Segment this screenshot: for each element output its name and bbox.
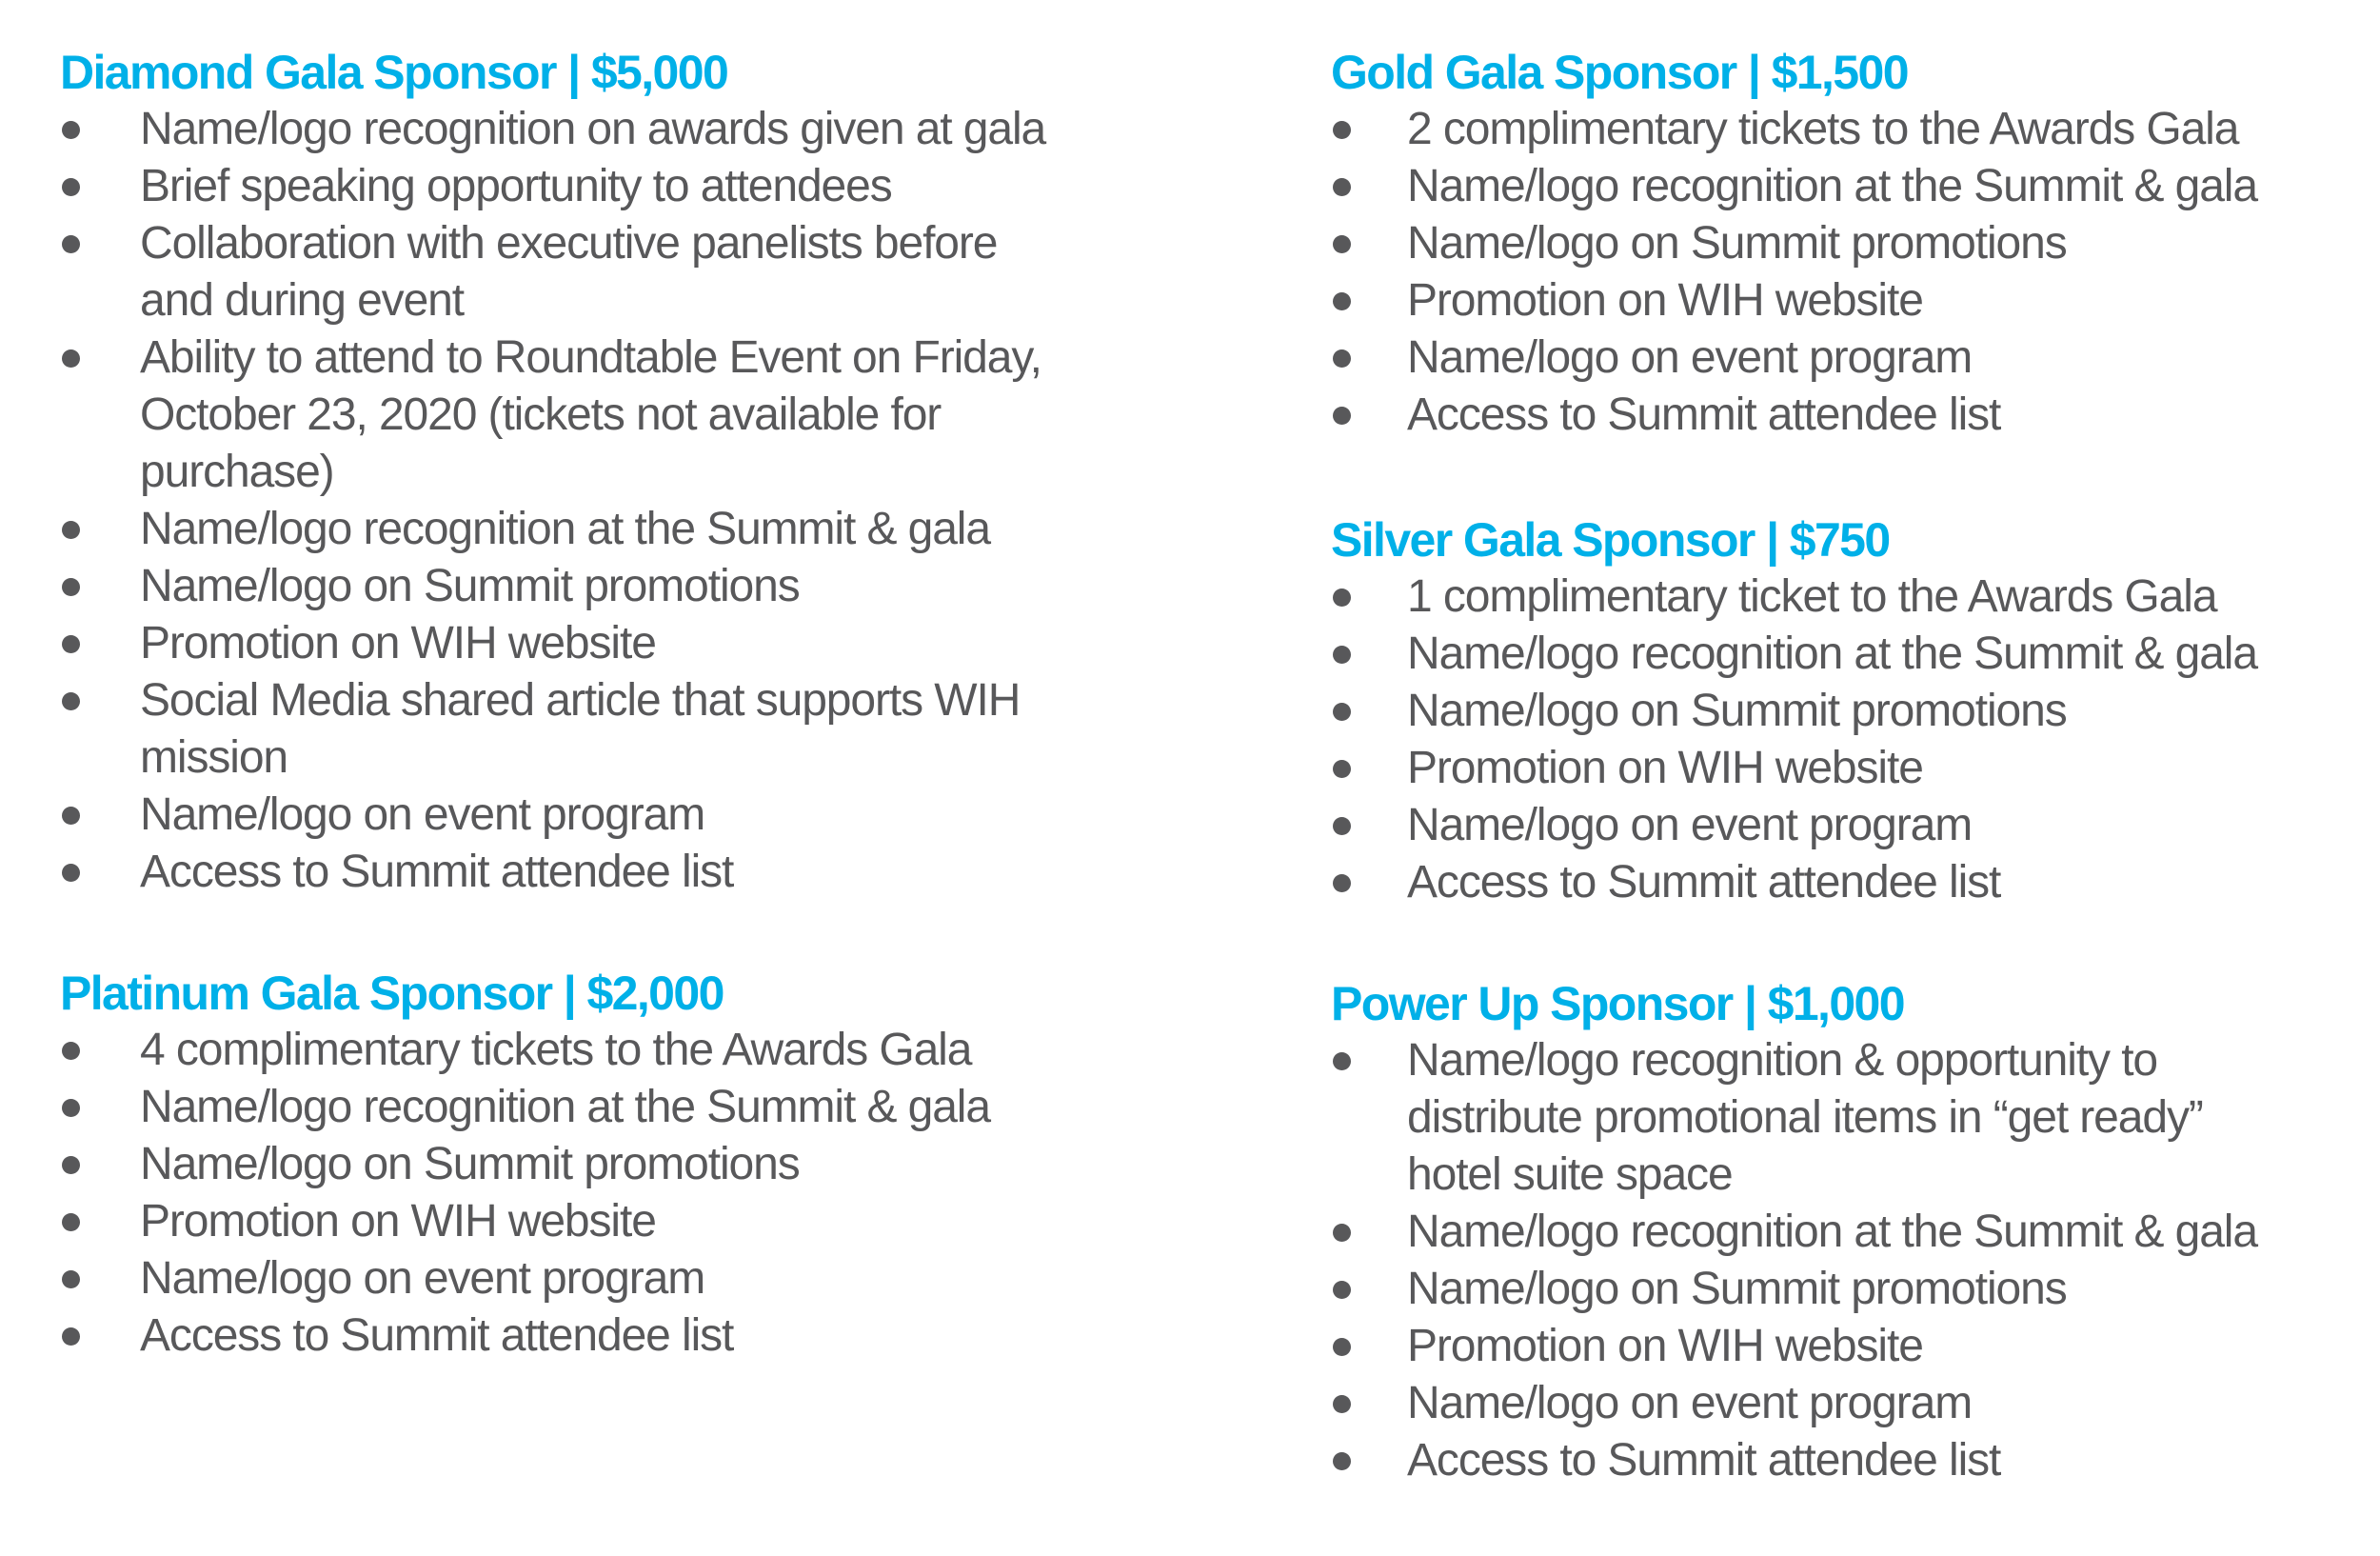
benefit-text: Name/logo recognition at the Summit & gala — [1407, 161, 2257, 211]
bullet-icon — [62, 1327, 80, 1346]
benefit-item — [1331, 1432, 2257, 1489]
benefit-text-continued: and during event — [140, 275, 465, 326]
bullet-icon — [62, 635, 80, 653]
benefit-text: Promotion on WIH website — [1407, 743, 1923, 793]
bullet-icon — [1333, 760, 1351, 778]
benefit-text: Promotion on WIH website — [140, 618, 656, 668]
benefit-text: Name/logo recognition on awards given at gala — [140, 104, 1046, 154]
benefit-text: Name/logo recognition at the Summit & gala — [140, 1082, 990, 1132]
benefit-text: Name/logo recognition at the Summit & gala — [1407, 628, 2257, 679]
benefit-item — [60, 1250, 990, 1307]
sponsor-tier-diamond — [60, 44, 1045, 901]
benefit-item — [60, 672, 1045, 787]
tier-heading-gold: Gold Gala Sponsor | $1,500 — [1331, 46, 1908, 99]
benefit-text: Name/logo on event program — [140, 1253, 705, 1304]
benefits-list-platinum — [60, 1022, 990, 1365]
benefit-text: Access to Summit attendee list — [1407, 389, 2001, 440]
tier-heading-power-up: Power Up Sponsor | $1,000 — [1331, 977, 1904, 1030]
benefit-text: 4 complimentary tickets to the Awards Gala — [140, 1025, 972, 1075]
bullet-icon — [1333, 1338, 1351, 1356]
bullet-icon — [62, 807, 80, 825]
benefit-text-continued: October 23, 2020 (tickets not available for — [140, 389, 942, 440]
bullet-icon — [1333, 121, 1351, 139]
benefit-item — [60, 1136, 990, 1193]
benefit-text: Promotion on WIH website — [140, 1196, 656, 1247]
bullet-icon — [62, 521, 80, 539]
benefit-text: Name/logo on Summit promotions — [1407, 1264, 2067, 1314]
benefit-item — [60, 558, 1045, 615]
benefit-text: 1 complimentary ticket to the Awards Gala — [1407, 571, 2217, 622]
bullet-icon — [1333, 1395, 1351, 1413]
bullet-icon — [1333, 1224, 1351, 1242]
benefit-item — [1331, 158, 2257, 215]
sponsor-tier-power-up — [1331, 975, 2257, 1489]
bullet-icon — [62, 1042, 80, 1060]
benefit-item — [60, 101, 1045, 158]
benefit-item — [1331, 854, 2257, 911]
benefit-text: Brief speaking opportunity to attendees — [140, 161, 892, 211]
benefit-item — [1331, 569, 2257, 626]
tier-heading-platinum: Platinum Gala Sponsor | $2,000 — [60, 967, 724, 1020]
benefit-item — [60, 329, 1045, 501]
bullet-icon — [1333, 407, 1351, 425]
bullet-icon — [1333, 1281, 1351, 1299]
benefit-item — [60, 1193, 990, 1250]
benefit-item — [1331, 797, 2257, 854]
bullet-icon — [1333, 703, 1351, 721]
benefit-text: 2 complimentary tickets to the Awards Gala — [1407, 104, 2239, 154]
tier-heading-diamond: Diamond Gala Sponsor | $5,000 — [60, 46, 728, 99]
benefit-item — [60, 215, 1045, 329]
bullet-icon — [62, 235, 80, 253]
tier-heading-silver: Silver Gala Sponsor | $750 — [1331, 513, 1890, 567]
benefit-text: Name/logo on event program — [1407, 800, 1973, 850]
benefit-text: Name/logo on Summit promotions — [140, 1139, 800, 1189]
benefit-item — [60, 1022, 990, 1079]
bullet-icon — [62, 178, 80, 196]
benefit-item — [60, 158, 1045, 215]
sponsor-tier-gold — [1331, 44, 2257, 444]
benefit-text: Promotion on WIH website — [1407, 1321, 1923, 1371]
benefit-text: Access to Summit attendee list — [1407, 1435, 2001, 1486]
benefit-text: Access to Summit attendee list — [140, 847, 734, 897]
benefit-text-continued: distribute promotional items in “get ready” — [1407, 1092, 2203, 1143]
benefit-text: Access to Summit attendee list — [1407, 857, 2001, 908]
benefit-item — [1331, 1204, 2257, 1261]
benefit-item — [1331, 101, 2257, 158]
bullet-icon — [1333, 1052, 1351, 1070]
bullet-icon — [1333, 874, 1351, 892]
benefit-text: Name/logo on event program — [1407, 1378, 1973, 1428]
bullet-icon — [62, 1156, 80, 1174]
benefits-list-gold — [1331, 101, 2257, 444]
benefit-item — [60, 844, 1045, 901]
benefit-text: Name/logo on event program — [140, 789, 705, 840]
bullet-icon — [62, 121, 80, 139]
benefit-item — [1331, 740, 2257, 797]
bullet-icon — [1333, 1452, 1351, 1470]
bullet-icon — [1333, 235, 1351, 253]
benefit-item — [1331, 215, 2257, 272]
benefit-text: Ability to attend to Roundtable Event on Friday, — [140, 332, 1041, 383]
benefit-text-continued: purchase) — [140, 447, 334, 497]
bullet-icon — [62, 578, 80, 596]
benefit-text: Name/logo on event program — [1407, 332, 1973, 383]
bullet-icon — [1333, 349, 1351, 368]
benefit-item — [1331, 1318, 2257, 1375]
bullet-icon — [1333, 817, 1351, 835]
benefit-item — [60, 615, 1045, 672]
benefit-item — [60, 1079, 990, 1136]
benefit-item — [60, 1307, 990, 1365]
benefits-list-power-up — [1331, 1032, 2257, 1489]
benefit-item — [1331, 329, 2257, 387]
benefit-text: Name/logo recognition at the Summit & gala — [1407, 1207, 2257, 1257]
bullet-icon — [1333, 178, 1351, 196]
benefit-text-continued: hotel suite space — [1407, 1149, 1733, 1200]
benefit-text: Name/logo recognition at the Summit & gala — [140, 504, 990, 554]
bullet-icon — [62, 692, 80, 710]
benefits-list-diamond — [60, 101, 1045, 901]
benefit-item — [1331, 1032, 2257, 1204]
benefit-text: Name/logo on Summit promotions — [140, 561, 800, 611]
benefit-item — [1331, 626, 2257, 683]
benefit-item — [1331, 1261, 2257, 1318]
bullet-icon — [62, 1270, 80, 1288]
sponsor-tier-platinum — [60, 965, 990, 1365]
benefit-text: Collaboration with executive panelists before — [140, 218, 998, 269]
benefit-item — [60, 787, 1045, 844]
benefit-text: Name/logo on Summit promotions — [1407, 686, 2067, 736]
bullet-icon — [62, 349, 80, 368]
sponsor-tier-silver — [1331, 511, 2257, 911]
bullet-icon — [62, 1213, 80, 1231]
bullet-icon — [1333, 292, 1351, 310]
bullet-icon — [1333, 588, 1351, 607]
benefit-text: Name/logo recognition & opportunity to — [1407, 1035, 2158, 1086]
benefit-item — [60, 501, 1045, 558]
bullet-icon — [62, 864, 80, 882]
benefit-text: Name/logo on Summit promotions — [1407, 218, 2067, 269]
benefit-item — [1331, 272, 2257, 329]
benefit-text: Promotion on WIH website — [1407, 275, 1923, 326]
bullet-icon — [62, 1099, 80, 1117]
benefits-list-silver — [1331, 569, 2257, 911]
benefit-text-continued: mission — [140, 732, 288, 783]
benefit-item — [1331, 1375, 2257, 1432]
bullet-icon — [1333, 646, 1351, 664]
benefit-text: Access to Summit attendee list — [140, 1310, 734, 1361]
benefit-item — [1331, 683, 2257, 740]
benefit-text: Social Media shared article that supports WIH — [140, 675, 1021, 726]
benefit-item — [1331, 387, 2257, 444]
